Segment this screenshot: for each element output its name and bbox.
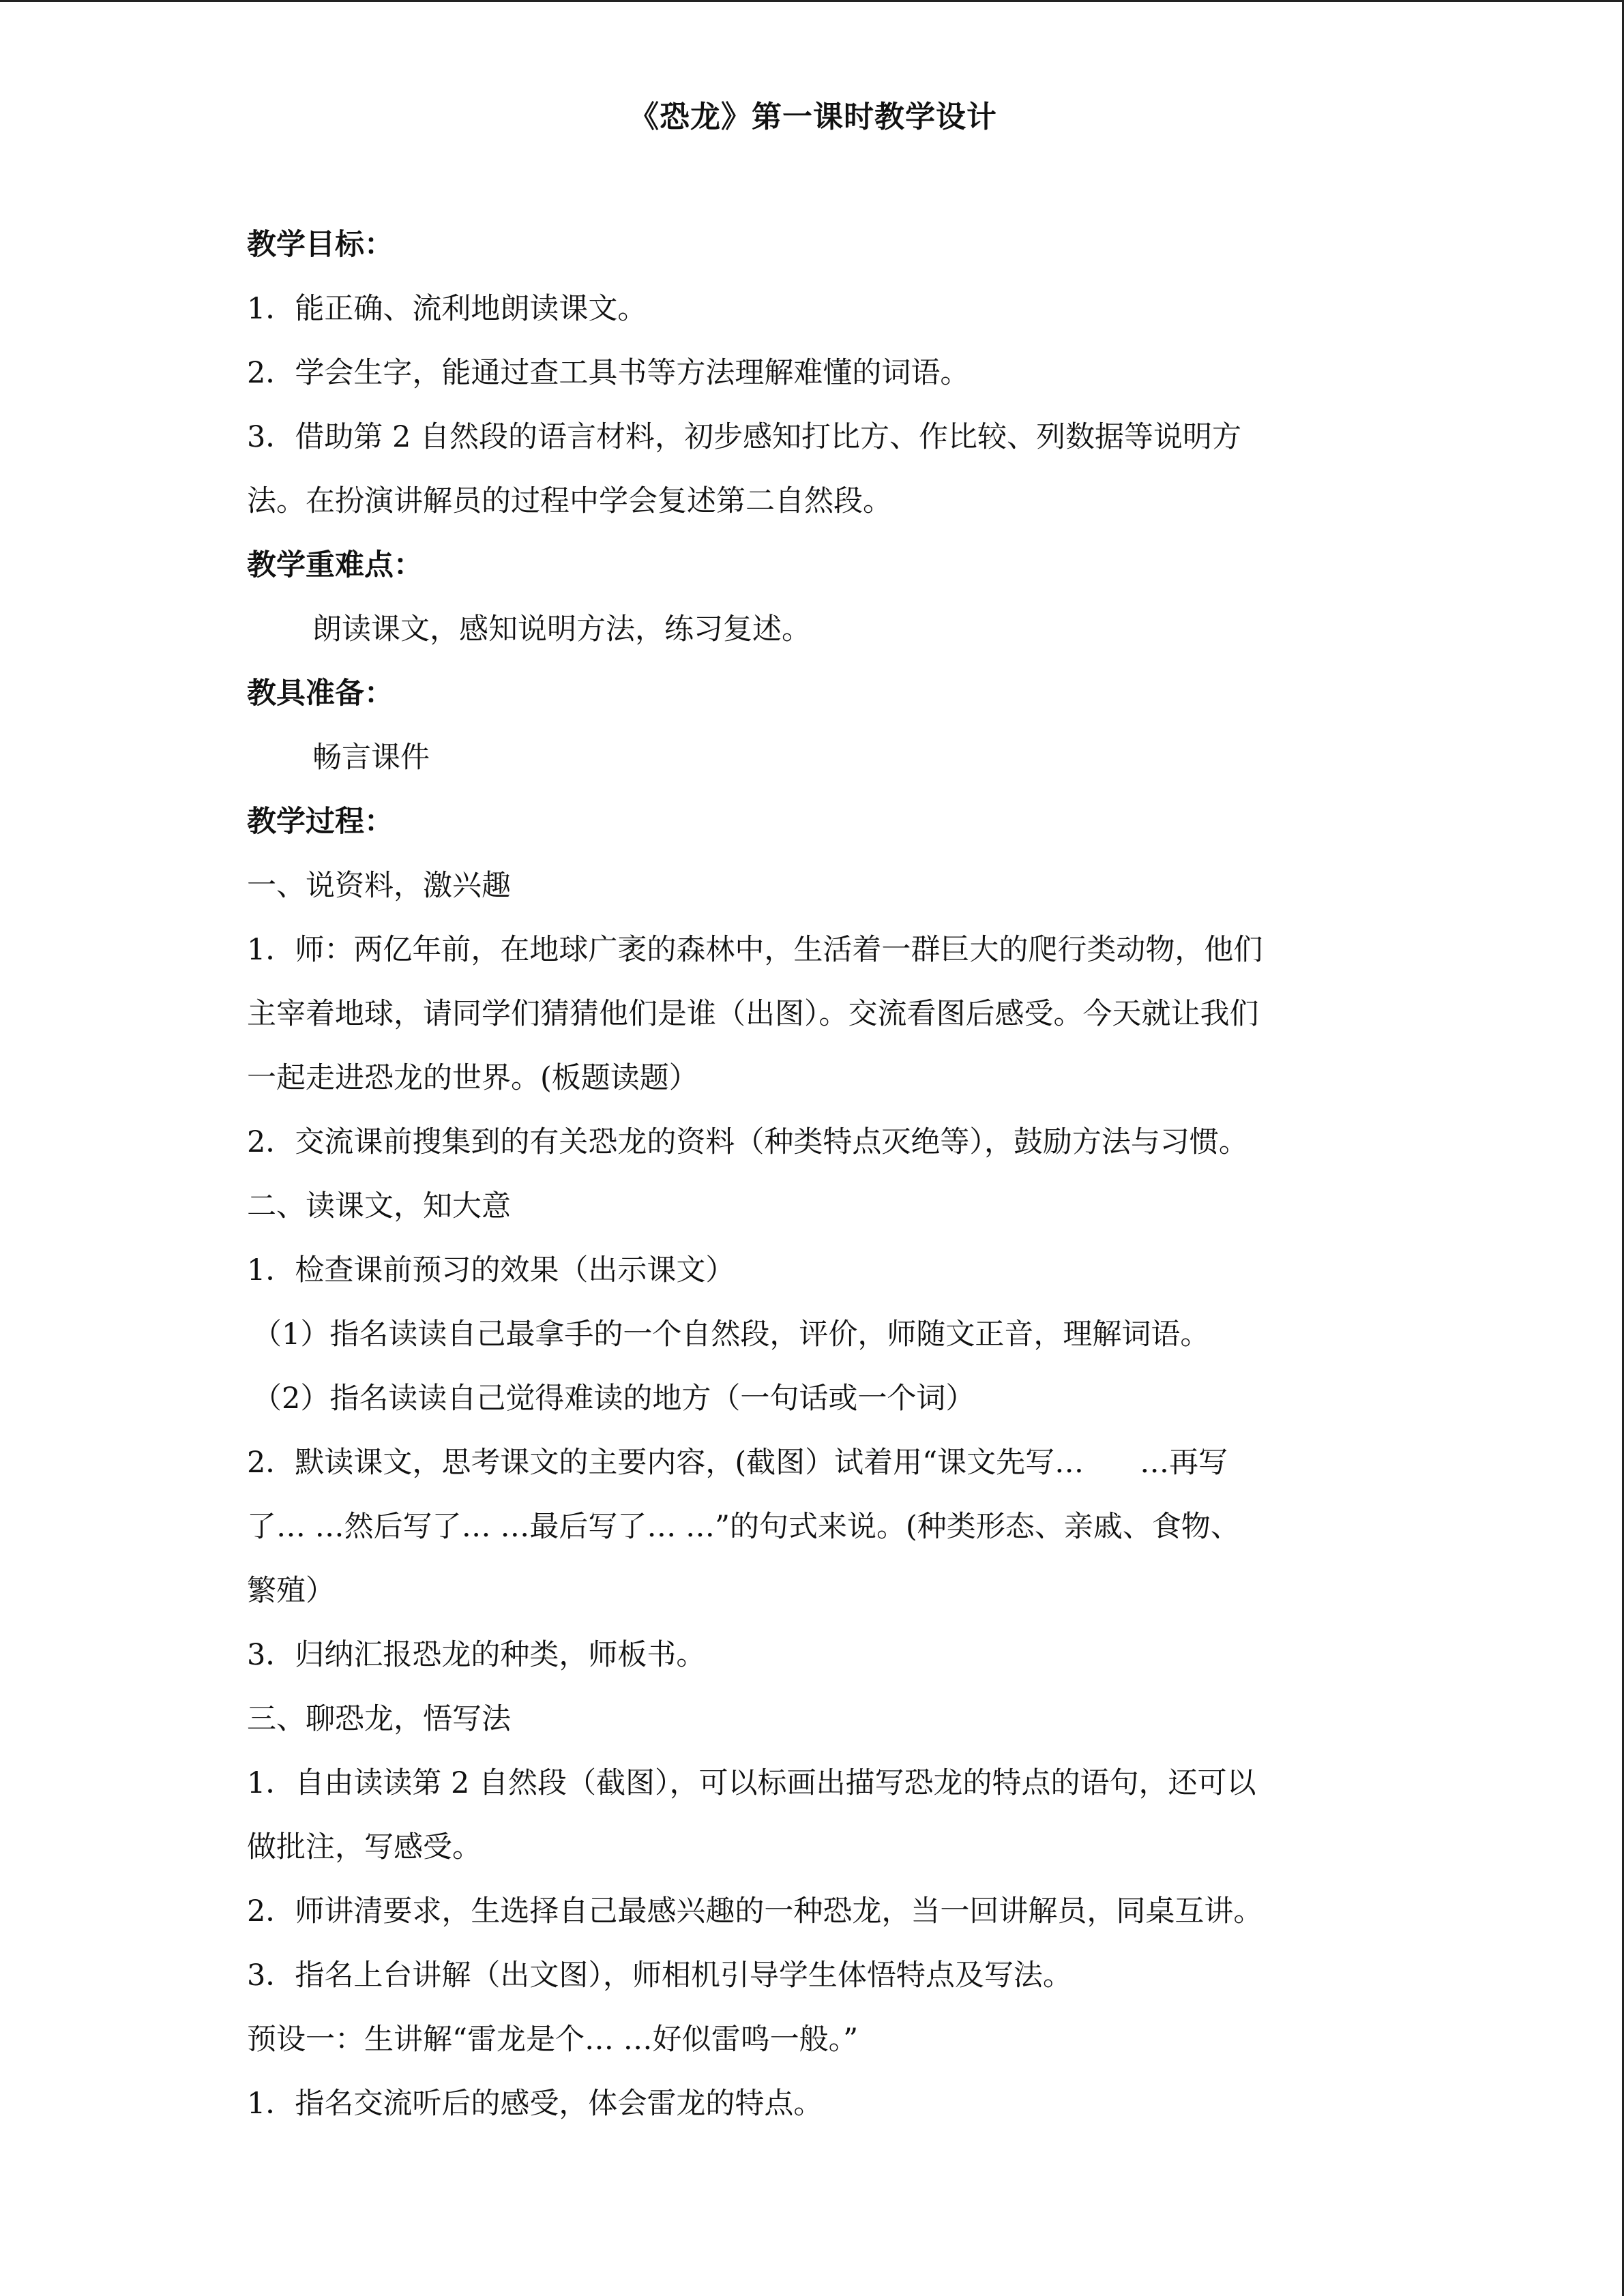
- goal-line: 1．能正确、流利地朗读课文。: [247, 292, 647, 326]
- process-line: 2．师讲清要求，生选择自己最感兴趣的一种恐龙，当一回讲解员，同桌互讲。: [247, 1894, 1263, 1928]
- process-line: 2．交流课前搜集到的有关恐龙的资料（种类特点灭绝等），鼓励方法与习惯。: [247, 1125, 1248, 1159]
- process-line: 1．指名交流听后的感受，体会雷龙的特点。: [247, 2087, 823, 2121]
- goal-line: 3．借助第 2 自然段的语言材料，初步感知打比方、作比较、列数据等说明方: [247, 420, 1242, 454]
- section-heading: 三、聊恐龙，悟写法: [247, 1702, 511, 1736]
- page-border-top: [0, 0, 1624, 2]
- process-line: 做批注，写感受。: [247, 1830, 482, 1864]
- process-line: 一起走进恐龙的世界。(板题读题）: [247, 1061, 698, 1095]
- section-heading: 二、读课文，知大意: [247, 1189, 511, 1223]
- goal-line: 2．学会生字，能通过查工具书等方法理解难懂的词语。: [247, 356, 970, 390]
- process-line: 3．归纳汇报恐龙的种类，师板书。: [247, 1638, 706, 1672]
- process-line: 2．默读课文，思考课文的主要内容，(截图）试着用“课文先写… …再写: [247, 1446, 1228, 1480]
- heading-teaching-goals: 教学目标：: [247, 228, 394, 262]
- section-heading: 一、说资料，激兴趣: [247, 869, 511, 903]
- process-line: （1）指名读读自己最拿手的一个自然段，评价，师随文正音，理解词语。: [252, 1317, 1210, 1352]
- aids-text: 畅言课件: [312, 741, 430, 775]
- process-line: 主宰着地球，请同学们猜猜他们是谁（出图）。交流看图后感受。今天就让我们: [247, 997, 1259, 1031]
- document-title: 《恐龙》第一课时教学设计: [629, 100, 997, 134]
- process-line: （2）指名读读自己觉得难读的地方（一句话或一个词）: [252, 1382, 975, 1416]
- heading-key-difficulties: 教学重难点：: [247, 548, 423, 582]
- process-line: 了… …然后写了… …最后写了… …”的句式来说。(种类形态、亲戚、食物、: [247, 1510, 1240, 1544]
- heading-teaching-process: 教学过程：: [247, 805, 394, 839]
- process-line: 1．检查课前预习的效果（出示课文）: [247, 1253, 735, 1287]
- process-line: 繁殖）: [247, 1574, 335, 1608]
- heading-teaching-aids: 教具准备：: [247, 676, 394, 711]
- process-line: 3．指名上台讲解（出文图），师相机引导学生体悟特点及写法。: [247, 1958, 1072, 1993]
- process-line: 1．师：两亿年前，在地球广袤的森林中，生活着一群巨大的爬行类动物，他们: [247, 933, 1263, 967]
- document-body: [247, 213, 1379, 2136]
- goal-line: 法。在扮演讲解员的过程中学会复述第二自然段。: [247, 484, 892, 518]
- process-line: 1．自由读读第 2 自然段（截图），可以标画出描写恐龙的特点的语句，还可以: [247, 1766, 1256, 1800]
- difficulties-text: 朗读课文，感知说明方法，练习复述。: [312, 612, 811, 646]
- process-line: 预设一：生讲解“雷龙是个… …好似雷鸣一般。”: [247, 2023, 859, 2057]
